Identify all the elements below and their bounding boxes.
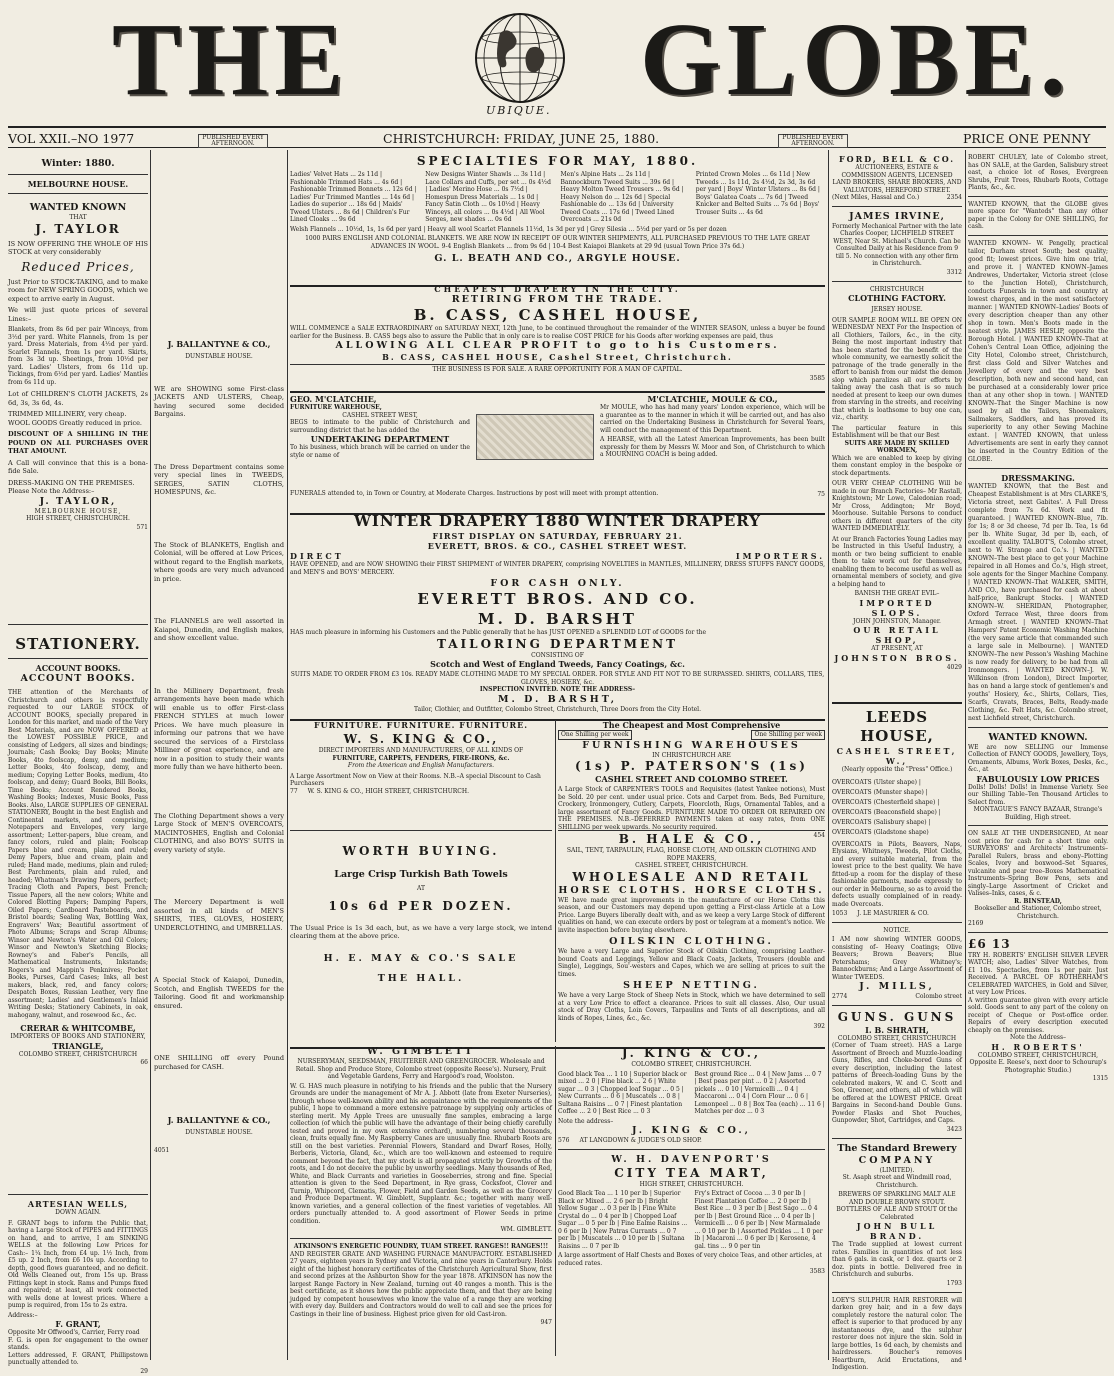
mclatchie-advert bbox=[290, 394, 825, 504]
published-note-left: PUBLISHED EVERY AFTERNOON. bbox=[198, 134, 268, 148]
davenport-price-table bbox=[558, 1190, 825, 1250]
masthead-title-left: THE bbox=[112, 2, 350, 117]
advert-number: 3423 bbox=[946, 1125, 962, 1133]
masthead-motto: UBIQUE. bbox=[486, 104, 552, 117]
taylor-name: J. TAYLOR bbox=[35, 221, 121, 236]
advert-number: 3312 bbox=[946, 268, 962, 276]
furniture-warehouse: FURNITURE WAREHOUSE, bbox=[290, 404, 382, 411]
jking-note: Note the address– bbox=[558, 1117, 614, 1125]
everett-name: EVERETT BROS. AND CO. bbox=[417, 590, 698, 608]
worth-buying: WORTH BUYING. bbox=[342, 844, 500, 858]
cass-name: B. CASS, CASHEL HOUSE, bbox=[413, 306, 702, 324]
everett-address: EVERETT, BROS. & CO., CASHEL STREET WEST. bbox=[427, 541, 688, 551]
colombo-street: COLOMBO STREET, CHRISTCHURCH bbox=[18, 1050, 138, 1058]
column-3 bbox=[290, 154, 825, 1359]
dateline bbox=[8, 126, 1106, 148]
dressmaking-heading: DRESSMAKING. bbox=[1001, 472, 1075, 483]
montague-bazaar: MONTAGUE'S FANCY BAZAAR, Strange's Building, High street. bbox=[973, 806, 1103, 821]
mclatchie-street: CASHEL STREET WEST, bbox=[342, 411, 418, 419]
welsh-flannels: Welsh Flannels ... 10½d, 1s, 1s 6d per yard | Heavy all wool Scarlet Flannels 11½d, 1s 3d per yd | Grey Silesia ... 5½d per yard or 5s per dozen bbox=[290, 225, 727, 233]
artesian-advert bbox=[8, 1194, 148, 1376]
towel-note: The Usual Price is 1s 3d each, but, as we have a very large stock, we intend clearing them at the above price. bbox=[290, 923, 552, 940]
wanted-list: WANTED KNOWN– W. Pengelly, practical tailor, Durham street South; best quality; good fit; lowest prices. Give him one trial, and prove it. | WANTED KNOWN–James Andrewes, Undertaker, Victoria street (close to the Junction Hotel), Christchurch, conducts Funerals in town and country at lowest charges, and in the most satisfactory manner. | WANTED KNOWN–Ladies' Boots of every description cheaper than any other shop in town. Men's Boots made in the neatest style. JAMES HESLIP, opposite the Borough Hotel. | WANTED KNOWN–That at Cohen's Central Loan Office, adjoining the City Hotel, Colombo street, Christchurch, first class Gold and Silver Watches and Jewellery of every and the very best description, both new and second hand, can be purchased at a considerably lower price than at any other shop in town. | WANTED KNOWN–That the Singer Machine is now used by all the Tailors, Shoemakers, Sailmakers, Saddlers, and has proved its superiority to any other Sewing Machine extant. | WANTED KNOWN, that unless Advertisements are sent in early they cannot be inserted in the Country Edition of the GLOBE. bbox=[968, 239, 1108, 463]
advert-number: 454 bbox=[813, 832, 825, 839]
imported-slops: IMPORTED SLOPS. bbox=[859, 597, 935, 618]
cash-only: FOR CASH ONLY. bbox=[490, 578, 625, 589]
may-advert bbox=[290, 832, 552, 985]
everett-body: HAVE OPENED, and are NOW SHOWING their FIRST SHIPMENT of WINTER DRAPERY, comprising NOVELTIES in MANTLES, MILLINERY, DRESS STUFFS FANCY GOODS, and MEN'S and BOYS' MERCERY. bbox=[290, 561, 825, 576]
hale-street: CASHEL STREET, CHRISTCHURCH. bbox=[635, 862, 748, 869]
chuley-notice: ROBERT CHULEY, late of Colombo street, has ON SALE, at the Garden, Salisbury street east, a choice lot of Roses, Evergreen Shrubs, Fruit Trees, Rhubarb Roots, Cottage Plants, &c., &c. bbox=[968, 154, 1108, 191]
surveyors-sale: ON SALE AT THE UNDERSIGNED, At near cost price for cash for a short time only. SURVEYORS' and Architects' Instruments–Parallel Rulers, brass and ebony–Plotting Scales, Ivory and boxwood–Set Squares, vulcanite and pear tree–Boxes Mathematical Instruments–Spring Bow Pens, sets and singly–Large Assortment of Cricket and Valises–Inks, cases, & c. bbox=[968, 830, 1108, 897]
hearse-body: A HEARSE, with all the Latest American Improvements, has been built expressly for them by Messrs W. Moor and Son, of Christchurch to which a MOURNING COACH is being added. bbox=[600, 436, 825, 458]
jking-signature: J. KING & CO., bbox=[632, 1125, 751, 1136]
ballantyne-heading: J. BALLANTYNE & CO., bbox=[167, 339, 271, 349]
fancy-goods-body: WE are now SELLING our Immense Collection of FANCY GOODS, Jewellery, Toys, Ornaments, Albums, Work Boxes, Desks, &c., &c., at bbox=[968, 743, 1108, 773]
jking-address: AT LANGDOWN & JUDGE'S OLD SHOP. bbox=[579, 1137, 702, 1144]
guns-heading: GUNS. GUNS bbox=[837, 1009, 957, 1024]
business-for-sale: THE BUSINESS IS FOR SALE. A RARE OPPORTUNITY FOR A MAN OF CAPITAL. bbox=[290, 364, 825, 374]
blankets-paragraph: The Stock of BLANKETS, English and Colonial, will be offered at Low Prices, without regard to the English markets, where goods are very much advanced in price. bbox=[154, 540, 284, 583]
ford-bell-name: FORD, BELL & CO. bbox=[838, 154, 956, 164]
johnston-bros: JOHNSTON BROS. bbox=[834, 652, 960, 663]
price-list: Blankets, from 8s 6d per pair Winceys, from 3½d per yard. White Flannels, from 1s per yard. Dress Materials, from 4½d per yard. Scarlet Flannels, from 1s per yard. Skirts, from 3s 3d up. Sheetings, from 10½d per yard. Ladies' Ulsters, from 6s 11d up. Tickings, from 6½d per yard. Ladies' Mantles from 6s 11d up. bbox=[8, 326, 148, 386]
taylor-signature: J. TAYLOR, bbox=[39, 495, 117, 507]
account-books-heading: ACCOUNT BOOKS. bbox=[35, 663, 121, 673]
fabulously-low: FABULOUSLY LOW PRICES bbox=[976, 773, 1100, 784]
horse-cloths: HORSE CLOTHS. HORSE CLOTHS. bbox=[558, 884, 825, 896]
cheapest-drapery: CHEAPEST DRAPERY IN THE CITY. bbox=[434, 284, 681, 294]
melbourne-signature: MELBOURNE HOUSE, bbox=[34, 507, 122, 515]
triangle-label: TRIANGLE, bbox=[52, 1040, 104, 1051]
notice-heading: NOTICE. bbox=[883, 926, 911, 934]
undertaking-department: UNDERTAKING DEPARTMENT bbox=[310, 434, 450, 444]
address-note: Please Note the Address:– bbox=[8, 487, 95, 495]
gimblett-signature: WM. GIMBLETT. bbox=[500, 1226, 552, 1233]
brewery-limited: (LIMITED). bbox=[879, 1166, 915, 1174]
column-5 bbox=[968, 154, 1108, 1359]
dunstable-signature: DUNSTABLE HOUSE. bbox=[185, 1129, 253, 1136]
stationery-body: THE attention of the Merchants of Christchurch and others is respectfully requested to our LARGE STOCK of ACCOUNT BOOKS, specially prepared in London for this market, and made of the Very Best Materials, and are NOW OFFERED at the LOWEST POSSIBLE PRICE, and consisting of Ledgers, all sizes and bindings; Journals; Cash Books; Day Books; Minute Books, 4to foolscap, demy, and medium; Letter Books, 4to foolscap, demy, and medium; Copying Letter Books, medium, 4to foolscap, and demy; Guard Books, Bill Books, Time Books; Account Rendered Books, Washing Books; Indexes, Music Books, Pass Books. Also, LARGE SUPPLIES OF GENERAL STATIONERY, Bought in the best English and Continental markets, and comprising, Notepapers and Envelopes, very large assortment; Letter-papers, blue cream, and fancy colors, ruled and plain; Foolscap Papers blue and cream, plain and ruled; Demy Papers, blue and cream, plain and ruled; Hand made, mediums, plain and ruled; Best Parchments, plain and ruled, and headed; Whatman's Drawing Papers, perfect; Tracing Cloth and Papers, best French; Tissue Papers, all the new colors; White and Colored Blotting Papers; Damping Papers, Oiled Papers; Cardboard Pasteboards, and Bristol boards; Sealing Wax, Bottling Wax, Engravers' Wax; Beautiful assortment of Photo Albums; Scraps and Scrap Albums; Winsor and Newton's Water and Oil Colors; Winsor and Newton's Sketching Blocks; Rowney's and Faber's Pencils, all Mathematical Instruments, Inkstands; Rogers's and Mappin's Penknives; Pocket Books, Purses, Card Cases; Inks, all best makers, black, red, and fancy colors; Despatch Boxes, Russian Leather, very fine assortment; Ladies' and Gentlemen's Inlaid Writing Desks; Stationery Cabinets, in oak, mahogany, walnut, and rosewood &c., &c. bbox=[8, 689, 148, 1019]
advert-number: 2169 bbox=[968, 920, 984, 927]
column-rule bbox=[150, 150, 151, 1360]
note-address: Note the Address– bbox=[1009, 1034, 1067, 1041]
irvine-body: Formerly Mechanical Partner with the late Charles Cooper, LICHFIELD STREET WEST, Near St. Michael's Church. Can be Consulted Daily at his Residence from 9 till 5. No connection with any other firm in Christchurch. bbox=[832, 222, 962, 267]
advert-number: 2774 bbox=[832, 993, 848, 1000]
column-2 bbox=[154, 154, 284, 1359]
wool-goods: WOOL GOODS Greatly reduced in price. bbox=[8, 418, 142, 427]
may-sale: H. E. MAY & CO.'S SALE bbox=[323, 952, 519, 964]
direct-importers-row bbox=[290, 551, 825, 561]
clothing-factory: CLOTHING FACTORY. bbox=[848, 293, 946, 303]
binstead-name: R. BINSTEAD, bbox=[1014, 897, 1062, 905]
roberts-name: H. ROBERTS' bbox=[991, 1041, 1085, 1052]
furnishing-warehouses: FURNISHING WAREHOUSES bbox=[582, 739, 801, 751]
winter-drapery-heading: WINTER DRAPERY 1880 WINTER DRAPERY bbox=[354, 512, 761, 530]
grant-note: F. G. is open for engagement to the owner stands. bbox=[8, 1336, 148, 1351]
shrath-street: COLOMBO STREET, CHRISTCHURCH bbox=[837, 1034, 957, 1042]
first-display: FIRST DISPLAY ON SATURDAY, FEBRUARY 21. bbox=[432, 531, 683, 541]
mclatchie-body: BEGS to intimate to the public of Christchurch and surrounding district that he has added the bbox=[290, 419, 470, 434]
christchurch-label: CHRISTCHURCH bbox=[869, 285, 925, 293]
specialties-table bbox=[290, 171, 825, 224]
advert-number: 1053 bbox=[832, 910, 848, 917]
shilling-paragraph: ONE SHILLING off every Pound purchased for CASH. bbox=[154, 1054, 284, 1071]
specialties-col-d: Printed Crown Moles ... 6s 11d | New Tweeds ... 1s 11d, 2s 4½d, 2s 3d, 3s 6d per yard | Boys' Winter Ulsters ... 8s 6d | Boys' Galatea Coats ... 7s 6d | Tweed Knicker and Belted Suits ... 7s 6d | Boys' Trouser Suits ... 4s 6d bbox=[695, 171, 820, 216]
published-note-right: PUBLISHED EVERY AFTERNOON. bbox=[778, 134, 848, 148]
advert-number: 576 bbox=[558, 1137, 570, 1144]
barsht-address: Tailor, Clothier, and Outfitter, Colombo Street, Christchurch, Three Doors from the City Hotel. bbox=[413, 705, 701, 713]
blankets-note: 1000 PAIRS ENGLISH AND COLONIAL BLANKETS. WE ARE NOW IN RECEIPT OF OUR WINTER SHIPMENTS, ALL PURCHASED PREVIOUS TO THE LATE GREAT ADVANCES IN WOOL. 9-4 English Blankets ... from 9s 6d | 10-4 Best Kaiapoi Blankets at 29 9d (usual Town Price 37s 6d.) bbox=[305, 235, 810, 250]
mercery-paragraph: The Mercery Department is well assorted in all kinds of MEN'S SHIRTS, TIES, GLOVES, HOSIERY, UNDERCLOTHING, and UMBRELLAS. bbox=[154, 898, 284, 932]
king-advert bbox=[290, 720, 552, 795]
johnston-manager: JOHN JOHNSTON, Manager. bbox=[853, 617, 941, 625]
that-label: THAT bbox=[69, 214, 87, 221]
high-street: HIGH STREET, CHRISTCHURCH. bbox=[26, 515, 130, 522]
jersey-house: JERSEY HOUSE. bbox=[871, 306, 923, 313]
artesian-heading: ARTESIAN WELLS, bbox=[27, 1199, 129, 1209]
king-subheading: DIRECT IMPORTERS AND MANUFACTURERS, OF ALL KINDS OF bbox=[318, 747, 524, 754]
barsht-signature: M. D. BARSHT, bbox=[497, 693, 618, 705]
wholesale-retail: WHOLESALE AND RETAIL bbox=[572, 869, 811, 884]
direct-label: DIRECT bbox=[290, 551, 344, 561]
advert-number: 77 bbox=[290, 787, 298, 795]
jking-advert bbox=[558, 1046, 825, 1276]
king-name: W. S. KING & CO., bbox=[343, 732, 499, 746]
scotch-tweeds: Scotch and West of England Tweeds, Fancy Coatings, &c. bbox=[430, 659, 685, 669]
mills-name: J. MILLS, bbox=[859, 981, 935, 992]
cass-address: B. CASS, CASHEL HOUSE, Cashel Street, Christchurch. bbox=[382, 352, 733, 362]
leeds-advert bbox=[832, 702, 962, 1372]
paterson-body: A Large Stock of CARPENTER'S TOOLS and Requisites (latest Yankee notions), Must be Sold. 20 per cent. under usual price. Cots and Carpet from. Beds, Bed Furniture, Crockery, Ironmongery, Cutlery, Carpets, Floorcloth, Rugs, Ornamental Tables, and a large assortment of Fancy Goods. FURNITURE MADE TO ORDER OR REPAIRED ON THE PREMISES. N.B.–DEFERRED PAYMENTS taken at easy rates, from ONE SHILLING per week upwards. No security required. bbox=[558, 786, 825, 831]
sample-room-body: OUR SAMPLE ROOM WILL BE OPEN ON WEDNESDAY NEXT For the Inspection of all Clothiers, Tailors, &c., in the city. Being the most important industry that has been started for the benefit of the whole community, we earnestly solicit the patronage of the trade generally in the effort to banish from our midst the demon slop which paralizes all our efforts by taking away the cash that is so much needed at present to keep our own dumes from starving in the streets, and receiving that which is loathsome to buy one can, viz., charity. bbox=[832, 316, 962, 421]
leeds-street: CASHEL STREET, W., bbox=[836, 746, 958, 766]
masthead-title-right: GLOBE. bbox=[640, 2, 1072, 117]
advert-number: 571 bbox=[136, 523, 148, 531]
stationery-heading: STATIONERY. bbox=[15, 635, 141, 653]
grant-name: F. GRANT, bbox=[55, 1319, 101, 1329]
advert-number: 4051 bbox=[154, 1146, 170, 1154]
millinery-paragraph: In the Millinery Department, fresh arrangements have been made which will enable us to offer First-class FRENCH STYLES at much lower Prices. We have much pleasure in informing our patrons that we have secured the services of a Firstclass Milliner of great experience, and are now in a position to study their wants more fully than we have hitherto been. bbox=[154, 686, 284, 771]
mclatchie-name: GEO. M'CLATCHIE, bbox=[290, 394, 377, 404]
guarantee-note: A written guarantee given with every article sold. Goods sent to any part of the colony on receipt of Cheque or Post-office order. Repairs of every description executed cheaply on the premises. bbox=[968, 996, 1108, 1034]
jking-prices-left: Good black Tea ... 1 10 | Superior black or mixed ... 2 0 | Fine black ... 2 6 | White sugar ... 0 3 | Chopped loaf Sugar ... 0 5 | New Currants ... 0 6 | Muscatels ... 0 8 | Sultana Raisins ... 0 7 | Finest plantation Coffee ... 2 0 | Best Rice ... 0 3 bbox=[558, 1070, 687, 1115]
advert-number: 392 bbox=[813, 1023, 825, 1030]
roberts-watches: TRY H. ROBERTS' ENGLISH SILVER LEVER WATCH; also, Ladies' Silver Watches, from £1 10s. Spectacles, from 1s per pair. Just Received. A PARCEL OF ROTHERHAM'S CELEBRATED WATCHES, in Gold and Silver, at very Low Prices. bbox=[968, 951, 1108, 996]
gimblett-advert bbox=[290, 1046, 552, 1327]
ford-advert bbox=[832, 154, 962, 672]
jking-address-row bbox=[558, 1137, 825, 1145]
letters-note: Letters addressed, F. GRANT, Phillipstown punctually attended to. bbox=[8, 1351, 148, 1366]
banish-evil: BANISH THE GREAT EVIL– bbox=[854, 590, 940, 597]
overcoats-list: OVERCOATS (Ulster shape) | OVERCOATS (Munster shape) | OVERCOATS (Chesterfield shape) | OVERCOATS (Beaconsfield shape) | OVERCOATS (Salisbury shape) | OVERCOATS (Gladstone shape) bbox=[832, 778, 941, 836]
cass-advert bbox=[290, 284, 825, 383]
volume-number: VOL XXII.–NO 1977 bbox=[8, 131, 135, 146]
jking-prices-right: Best ground Rice ... 0 4 | New Jams ... 0 7 | Best peas per pint ... 0 2 | Assorted pickels ... 0 10 | Vermicelli ... 0 4 | Maccaroni ... 0 4 | Corn Flour ... 0 6 | Lemonpeel ... 0 8 | Box Tea (each) ... 11 6 | Matches per doz ... 0 3 bbox=[694, 1070, 825, 1115]
globe-icon bbox=[470, 8, 570, 108]
at-present: AT PRESENT, AT bbox=[871, 645, 923, 652]
particular-feature: The particular feature in this Establishment will be that our Best bbox=[832, 424, 962, 439]
city-tea-mart: CITY TEA MART, bbox=[614, 1165, 769, 1180]
column-rule bbox=[965, 150, 966, 1360]
king-from: From the American and English Manufacturers. bbox=[347, 762, 495, 769]
brewery-address: St. Asaph street and Windmill road, Christchurch. bbox=[842, 1174, 952, 1189]
in-christchurch: IN CHRISTCHURCH ARE bbox=[652, 751, 731, 759]
mills-street: Colombo street bbox=[915, 993, 962, 1000]
davenport-street: HIGH STREET, CHRISTCHURCH. bbox=[639, 1180, 744, 1188]
oilskin-body: We have a very Large and Superior Stock of Oilskin Clothing, comprising Leather-bound Coats and Leggings, Yellow and Black Coats, Jackets, Trousers (double and Single), Leggings, Sou'-westers and Capes, which we are selling at prices to suit the times. bbox=[558, 948, 825, 978]
john-bull-brand: JOHN BULL BRAND. bbox=[856, 1221, 938, 1241]
ballantyne-advert bbox=[154, 339, 284, 1154]
advert-number: 1793 bbox=[946, 1279, 962, 1287]
wanted-known-heading: WANTED KNOWN. bbox=[988, 731, 1088, 743]
specialties-col-b: New Designs Winter Shawls ... 3s 11d | Lace Collars and Cuffs, per set ... 0s 4½d | Ladies' Merino Hose ... 0s 7½d | Homespun Dress Materials ... 1s 0d | Fancy Satin Cloth ... 0s 10½d | Heavy Winceys, all colors ... 0s 4½d | All Wool Serges, new shades ... 0s 6d bbox=[425, 171, 551, 223]
branch-factories: At our Branch Factories Young Ladies may be Instructed in this Useful Industry, a month or two being sufficient to enable them to take work out for themselves, enabling them to become useful as well as ornamental members of society, and give a helping hand to bbox=[832, 535, 962, 588]
allowing-profit: ALLOWING ALL CLEAR PROFIT to go to his Customers. bbox=[335, 340, 780, 351]
wanted-known: WANTED KNOWN bbox=[29, 202, 127, 213]
davenport-prices-right: Fry's Extract of Cocoa ... 3 0 per lb | Finest Plantation Coffee ... 2 0 per lb | Best Rice ... 0 3 per lb | Best Sago ... 0 4 per lb | Best Ground Rice ... 0 4 per lb | Vermicelli ... 0 6 per lb | New Marmalade ... 0 10 per lb | Assorted Pickles ... 1 0 per lb | Macaroni ... 0 6 per lb | Kerosene, 4 gal. tins ... 9 0 per tin bbox=[694, 1190, 823, 1250]
king-address-row bbox=[290, 788, 552, 796]
irvine-name: JAMES IRVINE, bbox=[849, 210, 945, 222]
leeds-house: LEEDS HOUSE, bbox=[860, 708, 934, 745]
which-body: Which we are enabled to keep by giving them constant employ in the bespoke or stock departments. bbox=[832, 454, 962, 477]
grant-address: Opposite Mr Offwood's, Carrier, Ferry road bbox=[8, 1329, 140, 1336]
king-address: W. S. KING & CO., HIGH STREET, CHRISTCHURCH. bbox=[307, 787, 470, 795]
reduced-body: Just Prior to STOCK-TAKING, and to make room for NEW SPRING GOODS, which we expect to arrive early in August. bbox=[8, 277, 148, 303]
gimblett-name: W. GIMBLETT bbox=[367, 1046, 475, 1057]
dress-paragraph: The Dress Department contains some very special lines in TWEEDS, SERGES, SATIN CLOTHS, HOMESPUNS, &c. bbox=[154, 462, 284, 496]
masthead bbox=[0, 0, 1114, 122]
specialties-heading: SPECIALTIES FOR MAY, 1880. bbox=[416, 154, 699, 168]
the-hall: THE HALL. bbox=[377, 972, 465, 984]
paterson-name: (1s) P. PATERSON'S (1s) bbox=[575, 759, 808, 773]
cheap-clothing: OUR VERY CHEAP CLOTHING Will be made in our Branch Factories– Mr Rastall, Knightstown; Mr Lowe, Caledonian road; Mr Cross, Addington; Mr Boyd, Moorhouse. Suitable Persons to conduct others in different quarters of the city WANTED IMMEDIATELY. bbox=[832, 480, 962, 532]
king-note: A Large Assortment Now on View at their Rooms. N.B.–A special Discount to Cash Purchasers bbox=[290, 772, 541, 787]
masurier-name: J. LE MASURIER & CO. bbox=[857, 910, 929, 917]
hale-items: SAIL, TENT, TARPAULIN, FLAG, HORSE CLOTH, AND OILSKIN CLOTHING AND ROPE MAKERS, bbox=[566, 847, 817, 862]
paterson-street: CASHEL STREET AND COLOMBO STREET. bbox=[595, 774, 788, 784]
ford-address: (Next Miles, Hassal and Co.) bbox=[832, 194, 920, 201]
dressmaking-note: DRESS-MAKING ON THE PREMISES. bbox=[8, 478, 135, 487]
paterson-advert bbox=[558, 720, 825, 840]
brewery-body: The Trade supplied at lowest current rates. Families in quantities of not less than 6 gals. in cask, or 1 doz. quarts or 2 doz. pints in bottle. Delivered free in Christchurch and suburbs. bbox=[832, 1241, 962, 1278]
advert-number: 3583 bbox=[809, 1268, 825, 1275]
suits-made: SUITS MADE TO ORDER FROM £3 10s. READY MADE CLOTHING MADE TO MY SPECIAL ORDER. FOR STYLE AND FIT NOT TO BE SURPASSED. SHIRTS, COLLARS, TIES, GLOVES, HOSIERY, &c. bbox=[290, 671, 825, 686]
bona-fide-sale: A Call will convince that this is a bona-fide Sale. bbox=[8, 458, 148, 475]
address-label: Address:– bbox=[8, 1311, 38, 1319]
price: PRICE ONE PENNY bbox=[963, 131, 1091, 146]
ford-address-row bbox=[832, 194, 962, 202]
shrath-body: (Corner of Tuam street). HAS a Large Assortment of Breech and Muzzle-loading Guns, Rifles, and Choke-bored Guns of every description, including the latest patterns of Breech-loading Guns by the celebrated makers, W. and C. Scott and Son, Greener, and others, all of which will be offered at the LOWEST PRICE. Great Bargains in Second-hand Double Guns. Powder Flasks and Shot Pouches, Gunpowder, Shot, Cartridges, and Caps. bbox=[832, 1042, 962, 1124]
discount-notice: DISCOUNT OF A SHILLING IN THE POUND ON ALL PURCHASES OVER THAT AMOUNT. bbox=[8, 430, 148, 455]
taylor-body: IS NOW OFFERING THE WHOLE OF HIS STOCK at very considerably bbox=[8, 239, 148, 256]
one-shilling-left: One Shilling per week bbox=[558, 730, 632, 740]
beath-advert bbox=[290, 154, 825, 265]
globe-wanteds: WANTED KNOWN, that the GLOBE gives more space for "Wanteds" than any other paper in the Colony for ONE SHILLING, for cash. bbox=[968, 200, 1108, 230]
quote-line: We will just quote prices of several Lines:– bbox=[8, 306, 148, 323]
hale-name: B. HALE & CO., bbox=[618, 832, 765, 846]
jking-name: J. KING & CO., bbox=[621, 1046, 762, 1060]
one-shilling-right: One Shilling per week bbox=[751, 730, 825, 740]
horse-body: WE have made great improvements in the manufacture of our Horse Cloths this season, and our Customers may depend upon getting a First-class Article at a Low Price. Large Buyers liberally dealt with, and as we keep a very Large Stock of different qualities on hand, we can execute orders by post or telegram at a moment's notice. We invite inspection before buying elsewhere. bbox=[558, 896, 825, 934]
column-rule bbox=[828, 150, 829, 1360]
children-jackets: Lot of CHILDREN'S CLOTH JACKETS, 2s 6d, 3s, 3s 6d, 4s. bbox=[8, 390, 148, 407]
dolls-line: Dolls! Dolls! Dolls! in Immense Variety. See our Shilling Table–Ten Thousand Articles to Select from. bbox=[968, 783, 1108, 806]
column-4 bbox=[832, 154, 962, 1371]
advert-number: 1315 bbox=[1092, 1075, 1108, 1082]
jackets-paragraph: WE are SHOWING some First-class JACKETS AND ULSTERS, Cheap, having secured some decided Bargains. bbox=[154, 384, 284, 418]
grant-body: F. GRANT begs to inform the Public that, having a Large Stock of PIPES and FITTINGS on hand, and to arrive, I am SINKING WELLS at the following Low Prices for Cash:– 1¼ Inch, from £4 up. 1½ Inch, from £5 up. 2 Inch, from £6 10s up. According to depth, good flows guaranteed, and no deficit. Old Wells Cleaned out, from 15s up. Brass Fittings kept in stock. Rams and Pumps fixed and repaired; at least, all work connected with wells done at lowest prices. Where a pump is required, from 15s to 2s extra. bbox=[8, 1219, 148, 1309]
sheep-netting: SHEEP NETTING. bbox=[623, 980, 760, 991]
stationery-advert bbox=[8, 624, 148, 1067]
suits-skilled: SUITS ARE MADE BY SKILLED WORKMEN, bbox=[844, 439, 950, 454]
beath-name: G. L. BEATH AND CO., ARGYLE HOUSE. bbox=[434, 253, 681, 264]
flannels-paragraph: The FLANNELS are well assorted in Kaiapoi, Dunedin, and English makes, and show excellent value. bbox=[154, 617, 284, 642]
davenport-prices-left: Good Black Tea ... 1 10 per lb | Superior Black or Mixed ... 2 6 per lb | Bright Yellow Sugar ... 0 3 per lb | Fine White Crystal do ... 0 4 per lb | Chopped Loaf Sugar ... 0 5 per lb | Fine Ealme Raisins ... 0 6 per lb | New Patras Currants ... 0 7 per lb | Muscatels ... 0 10 per lb | Sultana Raisins ... 0 7 per lb bbox=[558, 1190, 688, 1250]
crerar-importers: IMPORTERS OF BOOKS AND STATIONERY, bbox=[10, 1033, 146, 1040]
advert-number: 29 bbox=[140, 1367, 148, 1375]
jking-street: COLOMBO STREET, CHRISTCHURCH. bbox=[631, 1061, 752, 1068]
advert-number: 3585 bbox=[809, 374, 825, 382]
davenport-name: W. H. DAVENPORT'S bbox=[611, 1153, 772, 1165]
watch-price: £6 13 bbox=[968, 936, 1011, 951]
roberts-address: COLOMBO STREET, CHRISTCHURCH, Opposite E. Reese's, next door to Schourup's Photographic Studio.) bbox=[969, 1051, 1107, 1074]
brewers-line: BREWERS OF SPARKLING MALT ALE AND DOUBLE BROWN STOUT. BOTTLERS OF ALE AND STOUT Of the Celebrated bbox=[836, 1191, 958, 1221]
furniture-heading: FURNITURE. FURNITURE. FURNITURE. bbox=[313, 720, 529, 730]
cass-body: WILL COMMENCE a SALE EXTRAORDINARY on SATURDAY NEXT, 12th June, to be continued throughout the remainder of the WINTER SEASON, unless a buyer be found earlier for the Business. B. CASS begs also to assure the Public that in only care is to realise COST PRICE for his Goods after working expenses are paid, thus bbox=[290, 325, 825, 340]
retiring-heading: RETIRING FROM THE TRADE. bbox=[451, 294, 664, 305]
crerar-whitcombe: CRERAR & WHITCOMBE, bbox=[20, 1023, 136, 1033]
specialties-col-a: Ladies' Velvet Hats ... 2s 11d | Fashionable Trimmed Hats ... 4s 6d | Fashionable Trimmed Bonnets ... 12s 6d | Ladies' Fur Trimmed Mantles ... 14s 6d | Ladies do superior ... 18s 6d | Maids' Tweed Ulsters ... 8s 6d | Children's Fur Lined Cloaks ... 9s 6d bbox=[290, 171, 417, 223]
barsht-body: HAS much pleasure in informing his Customers and the Public generally that he has JUST OPENED a SPLENDID LOT of GOODS for the bbox=[290, 629, 707, 636]
jking-price-table bbox=[558, 1071, 825, 1116]
clothing-paragraph: The Clothing Department shows a very Large Stock of MEN'S OVERCOATS, MACINTOSHES, English and Colonial CLOTHING, and also BOYS' SUITS in every variety of style. bbox=[154, 811, 284, 854]
specialties-col-c: Men's Alpine Hats ... 2s 11d | Bannockburn Tweed Suits ... 39s 6d | Heavy Molton Tweed Trousers ... 9s 6d | Heavy Nelson do ... 12s 6d | Special Fashionable do ... 13s 6d | University Tweed Coats ... 17s 6d | Tweed Lined Overcoats ... 21s 0d bbox=[560, 171, 684, 223]
barsht-name: M. D. BARSHT bbox=[478, 610, 637, 628]
melbourne-heading: MELBOURNE HOUSE. bbox=[27, 179, 129, 189]
towel-price: 10s 6d PER DOZEN. bbox=[328, 898, 514, 913]
inner-column-rule bbox=[555, 720, 556, 1042]
masurier-row bbox=[832, 910, 962, 918]
hearse-illustration bbox=[476, 414, 594, 460]
king-items: FURNITURE, CARPETS, FENDERS, FIRE-IRONS, &c. bbox=[332, 754, 510, 762]
inspection-invited: INSPECTION INVITED. NOTE THE ADDRESS– bbox=[479, 686, 636, 693]
binstead-subheading: Bookseller and Stationer, Colombo street, Christchurch. bbox=[974, 905, 1102, 920]
funerals-note: FUNERALS attended to, in Town or Country, at Moderate Charges. Instructions by post will meet with prompt attention. bbox=[290, 490, 659, 497]
city-date: CHRISTCHURCH: FRIDAY, JUNE 25, 1880. bbox=[383, 131, 660, 146]
dressmaking-list: WANTED KNOWN, that the Best and Cheapest Establishment is at Mrs CLARKE'S, Victoria street, next Gabites'. A Full Dress complete from 7s 6d. Work and fit guaranteed. | WANTED KNOWN–Blue, 7lb. for 1s; 8 or 3d cheese, 7d per lb. Tea, 1s 6d per lb. White Sugar, 3d per lb, each, of excellent quality. TALBOT'S, Colombo street, next to W. Strange and Co.'s. | WANTED KNOWN–The best place to get your Machine repaired in all Homes and Co.'s, High street, sole agents for the Singer Machine Company. | WANTED KNOWN–That WALKER, SMITH, AND CO., have purchased for cash at about half-price, Bankrupt Stocks. | WANTED KNOWN–W. SHERIDAN, Photographer, Oxford Terrace West, three doors from Armagh street. | WANTED KNOWN–That Hampers' Patent Economic Washing Machine (the very same article that commanded such a large sale in Melbourne). | WANTED KNOWN–The new Pesson's Washing Machine is now ready for delivery, to be had from all Ironmongers. | WANTED KNOWN–J. W. Wilkinson (from London), Direct Importer, has on hand a large stock of gentlemen's and youths' Hosiery, &c., Shirts, Collars, Ties, Scarfs, Cravats, Braces, Belts, Ready-made Clothing, &c. Felt Hats, &c. Colombo street, next Lichfield street, Christchurch. bbox=[968, 482, 1108, 722]
reduced-prices: Reduced Prices, bbox=[21, 259, 135, 274]
brewery-company: COMPANY bbox=[858, 1154, 936, 1166]
consisting-of: CONSISTING OF bbox=[531, 651, 584, 659]
advert-number: 75 bbox=[817, 491, 825, 498]
hair-restorer: LOEY'S SULPHUR HAIR RESTORER will darken grey hair, and in a few days completely restore the natural color. The effect is superior to that produced by any instantaneous dye, and the sulphur restorer does not injure the skin. Sold in large bottles, 1s 6d each, by chemists and hairdressers. Boucher's removes Heartburn, Acid Eructations, and Indigestion. bbox=[832, 1296, 962, 1371]
retail-shop: OUR RETAIL SHOP, bbox=[853, 625, 941, 645]
moule-body: Mr MOULE, who has had many years' London experience, which will be a guarantee as to the manner in which it will be carried out, and has also carried on the Undertaking Business in Christchurch for Several Years, will conduct the management of this Department. bbox=[600, 404, 825, 434]
davenport-note: A large assortment of Half Chests and Boxes of very choice Teas, and other articles, at reduced rates. bbox=[558, 1252, 823, 1267]
mills-row bbox=[832, 993, 962, 1001]
mills-body: I AM now showing WINTER GOODS, consisting of– Heavy Coatings; Olive Beavers; Brown Beavers; Blue Petershams; Grey Whitney's; Bannockburns; And a Large Assortment of Winter TWEEDS. bbox=[832, 936, 962, 981]
down-again: DOWN AGAIN. bbox=[55, 1209, 101, 1216]
mclatchie-moule-firm: M'CLATCHIE, MOULE & CO., bbox=[647, 394, 778, 404]
winter-heading: Winter: 1880. bbox=[41, 158, 115, 169]
importers-label: IMPORTERS. bbox=[735, 551, 825, 561]
advert-number: 66 bbox=[140, 1059, 148, 1066]
turkish-towels: Large Crisp Turkish Bath Towels bbox=[334, 869, 508, 880]
cheapest-comprehensive: The Cheapest and Most Comprehensive bbox=[602, 720, 781, 730]
inner-column-rule bbox=[555, 1046, 556, 1356]
dunstable-house: DUNSTABLE HOUSE. bbox=[185, 353, 253, 360]
at-label: AT bbox=[416, 885, 425, 892]
atkinson-heading: ATKINSON'S ENERGETIC FOUNDRY, TUAM STREET. RANGES!! RANGES!!! bbox=[293, 1243, 549, 1250]
leeds-body: OVERCOATS in Pilots, Beavers, Naps, Elysians, Whitneys, Tweeds, Pilot Cloths, and every suitable material, from the lowest price to the best quality. We have fitted-up a room for the display of these fashionable garments, made expressly to our order in Melbourne, so as to avoid the defects usually complained of in ready-made Overcoats. bbox=[832, 840, 962, 908]
tailoring-department: TAILORING DEPARTMENT bbox=[436, 636, 679, 651]
standard-brewery: The Standard Brewery bbox=[837, 1142, 957, 1154]
column-rule bbox=[287, 150, 288, 1360]
leeds-opposite: (Nearly opposite the "Press" Office.) bbox=[841, 766, 953, 773]
ballantyne-signature: J. BALLANTYNE & CO., bbox=[167, 1115, 271, 1125]
atkinson-body: AND REGISTER GRATE AND WASHING FURNACE MANUFACTORY. ESTABLISHED 27 years, eighteen years in Sydney and Victoria, and nine years in Canterbury. Holds eight of the highest honorary certificates of the Christchurch Agricultural Show, first and second prizes at the Ashburton Show for the year 1878. ATKINSON has now the largest Range Factory in New Zealand, turning out 40 ranges a month. This is the best certificate, as it shows how the public appreciate them, and that they are being judged by competent housewives who know the value of a range they are working with every day. Builders and Contractors would do well to call and see the prices for Castings in their line of business. Highest price given for old Cast-iron. bbox=[290, 1250, 552, 1318]
tweeds-paragraph: A Special Stock of Kaiapoi, Dunedin, Scotch, and English TWEEDS for the Tailoring. Good fit and workmanship ensured. bbox=[154, 976, 284, 1010]
column-1 bbox=[8, 154, 148, 1375]
one-shilling-row bbox=[558, 730, 825, 740]
oilskin-clothing: OILSKIN CLOTHING. bbox=[609, 936, 774, 947]
hale-advert bbox=[558, 832, 825, 1031]
ford-subheading: AUCTIONEERS, ESTATE & COMMISSION AGENTS, LICENSED LAND BROKERS, SHARE BROKERS, AND VALUATORS, HEREFORD STREET. bbox=[832, 164, 962, 194]
trimmed-millinery: TRIMMED MILLINERY, very cheap. bbox=[8, 410, 127, 418]
shrath-name: I. B. SHRATH, bbox=[865, 1024, 929, 1035]
advert-number: 4029 bbox=[946, 663, 962, 671]
barsht-advert bbox=[290, 610, 825, 713]
sheep-body: We have a very Large Stock of Sheep Nets in Stock, which we have determined to sell at a very Low Price to effect a clearance. Prices to suit all classes. Also, Our usual stock of Dray Cloths, Loin Covers, Tarpaulins and Tents of all descriptions, and all kinds of Ropes, Lines, &c., &c. bbox=[558, 992, 825, 1022]
advert-number: 947 bbox=[540, 1319, 552, 1326]
advert-number: 2354 bbox=[946, 194, 962, 201]
gimblett-body: W. G. HAS much pleasure in notifying to his friends and the public that the Nursery Grounds are under the management of Mr A. J. Abbott (late from Exeter Nurseries), through whose well-known ability and his acquaintance with the requirements of the public, I hope to command a more extensive patronage by supplying only articles of sterling merit. My Apple Trees are unusually fine samples, embracing a large collection (of which the public will have the advantage of their being chiefly carefully tested and proved in my own extensive orchard), numbering several thousands, clean, fruits equally fine. My Raspberry Canes are unusually fine. Rhubarb Roots are still on the best varieties. Perennial Flowers, Standard and Dwarf Roses, Holly, Berberis, Victoria, Gland, &c., which are too well-known and esteemed to require comment beyond the fact, that my stock is all propagated strictly by Growths of the roots, and I do not deceive the public by unworthy seedlings. Many thousands of Red, White, and Black Currants and varieties in Gooseberries, strong and fine. Special attention is given to the Seed Department, in Rye grass, Cocksfoot, Clover and Turnip, Whipcord, Clematis, Flower, Field and Garden Seeds, as well as the Grocery and Produce Department. W. Gimblett, Supplantr. &c.; together with many well-known varieties, and a general collection of the finest varieties of vegetables. All orders punctually attended to. A good assortment of Flower Seeds in prime condition. bbox=[290, 1082, 552, 1225]
account-books-heading-2: ACCOUNT BOOKS. bbox=[20, 673, 136, 684]
everett-advert bbox=[290, 512, 825, 609]
wanted-column bbox=[968, 154, 1108, 1083]
taylor-advert bbox=[8, 154, 148, 532]
gimblett-subheading: NURSERYMAN, SEEDSMAN, FRUITERER AND GREENGROCER. Wholesale and Retail. Shop and Produce Store, Colombo street (opposite Reese's). Nursery, Fruit and Vegetable Gardens, Ferry and Hargood's road, Woolston. bbox=[295, 1058, 547, 1080]
mclatchie-body-2: To his business, which branch will be carried on under the style or name of bbox=[290, 444, 470, 459]
